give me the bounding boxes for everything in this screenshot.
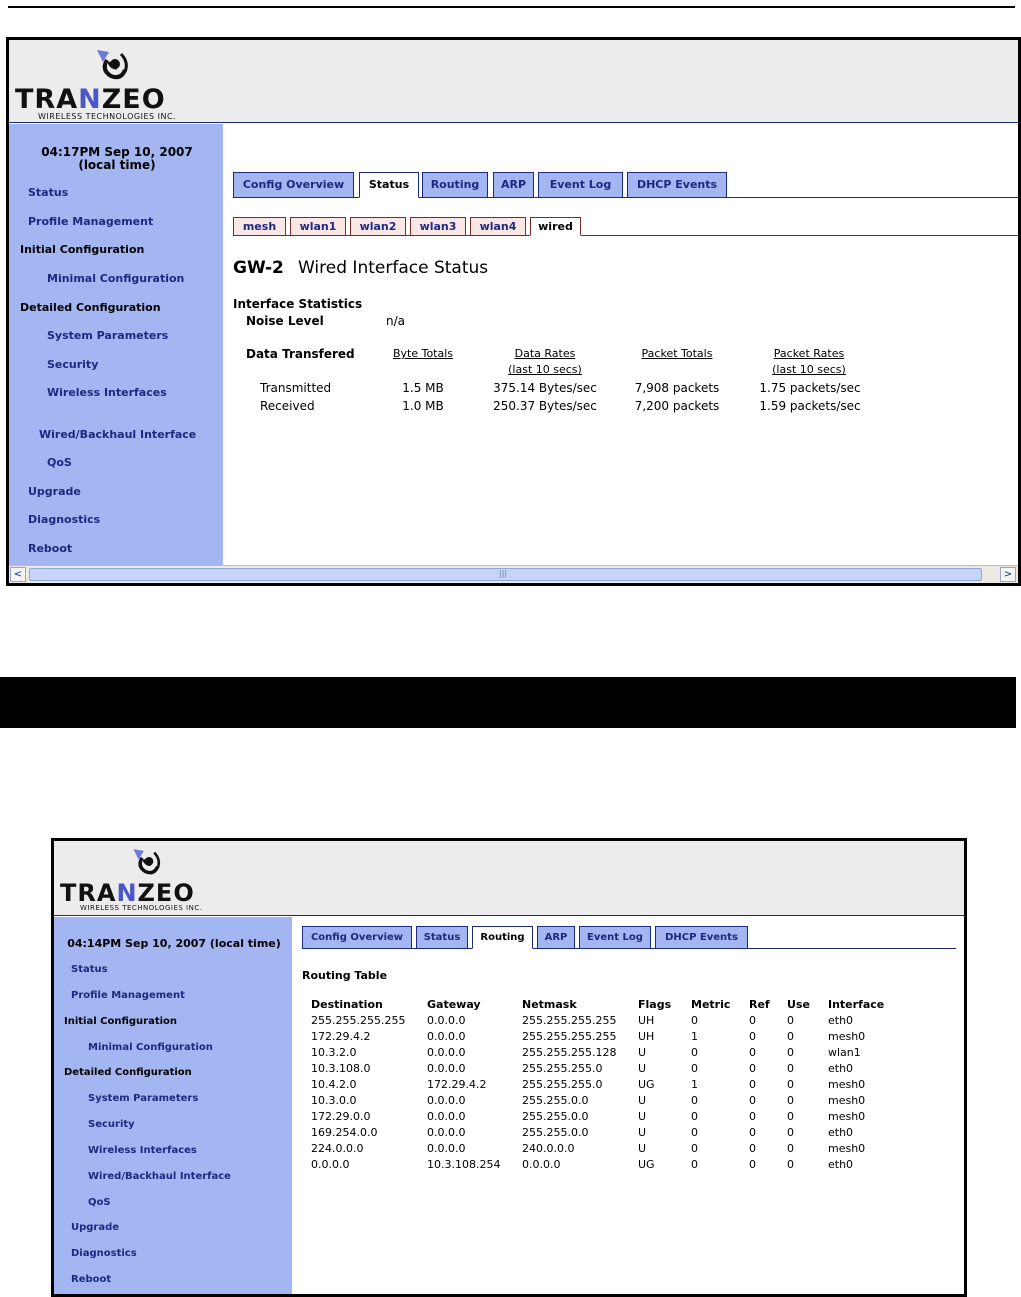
tab-arp[interactable]: ARP xyxy=(493,172,534,198)
sidebar-item-upgrade[interactable]: Upgrade xyxy=(71,1222,120,1233)
sidebar-heading-detailed-configuration: Detailed Configuration xyxy=(64,1067,192,1078)
tab-event-log[interactable]: Event Log xyxy=(579,926,651,949)
sidebar-item-reboot[interactable]: Reboot xyxy=(28,542,73,555)
route-cell-gateway: 0.0.0.0 xyxy=(427,1110,466,1123)
route-cell-flags: U xyxy=(638,1094,647,1107)
section-banner xyxy=(0,677,1016,728)
route-cell-netmask: 255.255.255.255 xyxy=(522,1030,617,1043)
route-cell-ref: 0 xyxy=(749,1046,756,1059)
route-cell-ref: 0 xyxy=(749,1142,756,1155)
subtab-mesh[interactable]: mesh xyxy=(233,217,286,236)
route-cell-flags: U xyxy=(638,1062,647,1075)
brand-wordmark: TRANZEO xyxy=(60,879,195,907)
route-cell-flags: U xyxy=(638,1126,647,1139)
route-cell-flags: U xyxy=(638,1110,647,1123)
sidebar-item-wired-backhaul-interface[interactable]: Wired/Backhaul Interface xyxy=(88,1171,231,1182)
route-cell-metric: 0 xyxy=(691,1158,698,1171)
col-gateway: Gateway xyxy=(427,998,481,1011)
tab-config-overview[interactable]: Config Overview xyxy=(302,926,412,949)
route-cell-interface: eth0 xyxy=(828,1126,854,1139)
noise-level-label: Noise Level xyxy=(246,314,324,328)
sidebar-item-status[interactable]: Status xyxy=(28,186,69,199)
route-cell-flags: UH xyxy=(638,1030,655,1043)
sidebar-item-system-parameters[interactable]: System Parameters xyxy=(88,1093,199,1104)
screenshot-wired-status xyxy=(6,37,1021,586)
sidebar-datetime: 04:17PM Sep 10, 2007 (local time) xyxy=(41,145,193,172)
route-cell-netmask: 255.255.255.0 xyxy=(522,1062,603,1075)
sidebar-item-wireless-interfaces[interactable]: Wireless Interfaces xyxy=(88,1145,197,1156)
row-transmitted-packets: 7,908 packets xyxy=(634,381,720,395)
route-cell-metric: 0 xyxy=(691,1046,698,1059)
main-content xyxy=(223,124,1018,565)
sidebar-item-qos[interactable]: QoS xyxy=(88,1197,111,1208)
row-received-packet-rate: 1.59 packets/sec xyxy=(759,399,861,413)
routing-table-title: Routing Table xyxy=(302,969,388,982)
route-cell-interface: eth0 xyxy=(828,1158,854,1171)
route-cell-destination: 172.29.0.0 xyxy=(311,1110,371,1123)
sidebar-item-diagnostics[interactable]: Diagnostics xyxy=(71,1248,137,1259)
sidebar-item-security[interactable]: Security xyxy=(47,358,99,371)
route-cell-metric: 0 xyxy=(691,1094,698,1107)
interface-statistics-heading: Interface Statistics xyxy=(233,297,363,311)
route-cell-ref: 0 xyxy=(749,1062,756,1075)
col-byte-totals: Byte Totals xyxy=(392,347,454,360)
route-cell-metric: 0 xyxy=(691,1110,698,1123)
brand-wordmark: TRANZEO xyxy=(15,84,166,115)
row-received-packets: 7,200 packets xyxy=(634,399,720,413)
antenna-logo-icon xyxy=(130,847,168,879)
page-top-rule xyxy=(8,6,1015,8)
sidebar-item-qos[interactable]: QoS xyxy=(47,456,72,469)
sidebar-heading-detailed-configuration: Detailed Configuration xyxy=(20,301,161,314)
route-cell-flags: UG xyxy=(638,1078,655,1091)
tab-dhcp-events[interactable]: DHCP Events xyxy=(627,172,727,198)
route-cell-use: 0 xyxy=(787,1062,794,1075)
page-title: Wired Interface Status xyxy=(298,258,489,278)
route-cell-netmask: 255.255.0.0 xyxy=(522,1126,589,1139)
sidebar-item-minimal-configuration[interactable]: Minimal Configuration xyxy=(47,272,185,285)
sidebar-item-wireless-interfaces[interactable]: Wireless Interfaces xyxy=(47,386,167,399)
route-cell-ref: 0 xyxy=(749,1110,756,1123)
scroll-left-button[interactable]: < xyxy=(10,567,26,582)
route-cell-netmask: 255.255.0.0 xyxy=(522,1110,589,1123)
col-data-rates-sub: (last 10 secs) xyxy=(508,363,582,376)
sidebar-item-status[interactable]: Status xyxy=(71,964,108,975)
route-cell-metric: 0 xyxy=(691,1142,698,1155)
route-cell-flags: U xyxy=(638,1142,647,1155)
route-cell-use: 0 xyxy=(787,1142,794,1155)
tab-event-log[interactable]: Event Log xyxy=(538,172,623,198)
sidebar-heading-initial-configuration: Initial Configuration xyxy=(20,243,145,256)
scroll-right-button[interactable]: > xyxy=(1000,567,1016,582)
row-transmitted-bytes: 1.5 MB xyxy=(402,381,444,395)
sidebar xyxy=(54,917,292,1297)
route-cell-metric: 0 xyxy=(691,1014,698,1027)
row-transmitted-rate: 375.14 Bytes/sec xyxy=(493,381,597,395)
tab-status[interactable]: Status xyxy=(359,172,419,198)
sidebar-item-wired-backhaul-interface[interactable]: Wired/Backhaul Interface xyxy=(39,428,197,441)
subtab-wlan4[interactable]: wlan4 xyxy=(470,217,526,236)
col-metric: Metric xyxy=(691,998,731,1011)
col-packet-rates-sub: (last 10 secs) xyxy=(772,363,846,376)
route-cell-ref: 0 xyxy=(749,1126,756,1139)
sidebar-item-minimal-configuration[interactable]: Minimal Configuration xyxy=(88,1042,213,1053)
tab-dhcp-events[interactable]: DHCP Events xyxy=(655,926,748,949)
route-cell-ref: 0 xyxy=(749,1094,756,1107)
scroll-grip-icon: ||| xyxy=(499,569,508,578)
subtab-wired[interactable]: wired xyxy=(530,217,581,236)
route-cell-metric: 0 xyxy=(691,1126,698,1139)
route-cell-netmask: 255.255.0.0 xyxy=(522,1094,589,1107)
col-destination: Destination xyxy=(311,998,383,1011)
route-cell-use: 0 xyxy=(787,1126,794,1139)
route-cell-ref: 0 xyxy=(749,1078,756,1091)
route-cell-metric: 0 xyxy=(691,1062,698,1075)
route-cell-interface: mesh0 xyxy=(828,1142,866,1155)
tab-routing[interactable]: Routing xyxy=(472,926,533,949)
route-cell-gateway: 172.29.4.2 xyxy=(427,1078,487,1091)
sidebar-item-diagnostics[interactable]: Diagnostics xyxy=(28,513,101,526)
route-cell-netmask: 0.0.0.0 xyxy=(522,1158,561,1171)
page-title-device: GW-2 xyxy=(233,258,284,278)
row-received-bytes: 1.0 MB xyxy=(402,399,444,413)
sidebar-item-profile-management[interactable]: Profile Management xyxy=(28,215,154,228)
brand-tagline: WIRELESS TECHNOLOGIES INC. xyxy=(80,904,203,912)
route-cell-use: 0 xyxy=(787,1046,794,1059)
col-data-rates: Data Rates xyxy=(514,347,576,360)
route-cell-netmask: 255.255.255.0 xyxy=(522,1078,603,1091)
route-cell-netmask: 240.0.0.0 xyxy=(522,1142,575,1155)
route-cell-destination: 169.254.0.0 xyxy=(311,1126,378,1139)
tab-status[interactable]: Status xyxy=(416,926,468,949)
route-cell-gateway: 0.0.0.0 xyxy=(427,1030,466,1043)
route-cell-interface: mesh0 xyxy=(828,1030,866,1043)
route-cell-use: 0 xyxy=(787,1110,794,1123)
sidebar-item-profile-management[interactable]: Profile Management xyxy=(71,990,185,1001)
sidebar-item-upgrade[interactable]: Upgrade xyxy=(28,485,81,498)
route-cell-metric: 1 xyxy=(691,1078,698,1091)
tranzeo-logo xyxy=(60,847,250,913)
route-cell-use: 0 xyxy=(787,1158,794,1171)
route-cell-interface: mesh0 xyxy=(828,1094,866,1107)
route-cell-gateway: 0.0.0.0 xyxy=(427,1014,466,1027)
route-cell-gateway: 0.0.0.0 xyxy=(427,1046,466,1059)
sidebar-heading-initial-configuration: Initial Configuration xyxy=(64,1016,178,1027)
sidebar-item-reboot[interactable]: Reboot xyxy=(71,1274,112,1285)
col-ref: Ref xyxy=(749,998,770,1011)
route-cell-interface: wlan1 xyxy=(828,1046,861,1059)
route-cell-flags: U xyxy=(638,1046,647,1059)
route-cell-ref: 0 xyxy=(749,1014,756,1027)
header-bar xyxy=(9,40,1018,123)
sidebar-item-security[interactable]: Security xyxy=(88,1119,135,1130)
route-cell-destination: 172.29.4.2 xyxy=(311,1030,371,1043)
route-cell-use: 0 xyxy=(787,1078,794,1091)
sidebar xyxy=(9,124,223,565)
main-content xyxy=(292,917,964,1297)
route-cell-netmask: 255.255.255.128 xyxy=(522,1046,617,1059)
sidebar-datetime: 04:14PM Sep 10, 2007 (local time) xyxy=(67,937,281,950)
route-cell-interface: mesh0 xyxy=(828,1078,866,1091)
route-cell-flags: UG xyxy=(638,1158,655,1171)
route-cell-use: 0 xyxy=(787,1030,794,1043)
route-cell-use: 0 xyxy=(787,1014,794,1027)
route-cell-destination: 255.255.255.255 xyxy=(311,1014,406,1027)
route-cell-destination: 0.0.0.0 xyxy=(311,1158,350,1171)
route-cell-destination: 10.3.108.0 xyxy=(311,1062,371,1075)
route-cell-destination: 10.3.2.0 xyxy=(311,1046,357,1059)
route-cell-gateway: 0.0.0.0 xyxy=(427,1094,466,1107)
header-bar xyxy=(54,841,964,916)
route-cell-use: 0 xyxy=(787,1094,794,1107)
subtab-wlan2[interactable]: wlan2 xyxy=(350,217,406,236)
route-cell-destination: 10.3.0.0 xyxy=(311,1094,357,1107)
row-received-rate: 250.37 Bytes/sec xyxy=(493,399,597,413)
route-cell-gateway: 0.0.0.0 xyxy=(427,1062,466,1075)
brand-tagline: WIRELESS TECHNOLOGIES INC. xyxy=(38,112,177,121)
route-cell-gateway: 0.0.0.0 xyxy=(427,1142,466,1155)
route-cell-gateway: 0.0.0.0 xyxy=(427,1126,466,1139)
tab-routing[interactable]: Routing xyxy=(422,172,488,198)
subtab-wlan3[interactable]: wlan3 xyxy=(410,217,466,236)
col-interface: Interface xyxy=(828,998,885,1011)
row-received-label: Received xyxy=(260,399,315,413)
col-packet-rates: Packet Rates xyxy=(773,347,845,360)
row-transmitted-label: Transmitted xyxy=(260,381,332,395)
route-cell-netmask: 255.255.255.255 xyxy=(522,1014,617,1027)
route-cell-interface: mesh0 xyxy=(828,1110,866,1123)
col-flags: Flags xyxy=(638,998,672,1011)
route-cell-interface: eth0 xyxy=(828,1014,854,1027)
tranzeo-logo xyxy=(15,48,229,120)
route-cell-gateway: 10.3.108.254 xyxy=(427,1158,501,1171)
sidebar-item-system-parameters[interactable]: System Parameters xyxy=(47,329,169,342)
route-cell-ref: 0 xyxy=(749,1158,756,1171)
col-use: Use xyxy=(787,998,810,1011)
route-cell-metric: 1 xyxy=(691,1030,698,1043)
horizontal-scrollbar[interactable] xyxy=(9,565,1018,583)
screenshot-routing-table xyxy=(51,838,967,1297)
route-cell-interface: eth0 xyxy=(828,1062,854,1075)
col-packet-totals: Packet Totals xyxy=(641,347,713,360)
route-cell-destination: 10.4.2.0 xyxy=(311,1078,357,1091)
antenna-logo-icon xyxy=(93,48,137,84)
col-netmask: Netmask xyxy=(522,998,577,1011)
subtab-wlan1[interactable]: wlan1 xyxy=(290,217,346,236)
route-cell-destination: 224.0.0.0 xyxy=(311,1142,364,1155)
tab-config-overview[interactable]: Config Overview xyxy=(233,172,354,198)
data-transfered-heading: Data Transfered xyxy=(246,347,355,361)
route-cell-ref: 0 xyxy=(749,1030,756,1043)
row-transmitted-packet-rate: 1.75 packets/sec xyxy=(759,381,861,395)
tab-arp[interactable]: ARP xyxy=(537,926,575,949)
route-cell-flags: UH xyxy=(638,1014,655,1027)
noise-level-value: n/a xyxy=(386,314,406,328)
